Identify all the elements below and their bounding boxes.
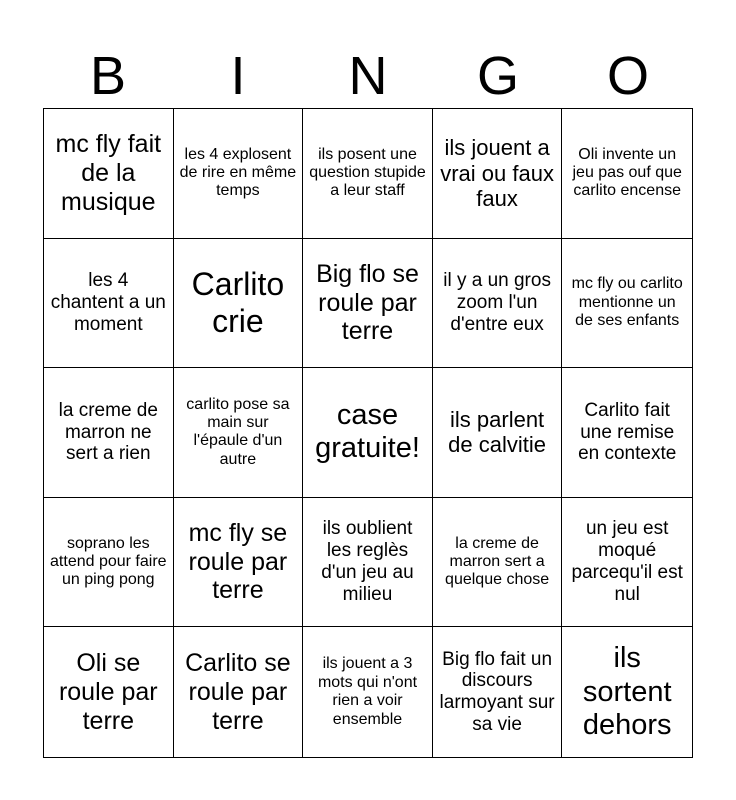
bingo-cell[interactable] [174,498,304,628]
bingo-cell[interactable] [44,109,174,239]
cell-text: Oli se roule par terre [58,649,158,735]
cell-text: Carlito se roule par terre [185,649,291,735]
bingo-cell[interactable] [174,109,304,239]
header-letter-b: B [89,46,127,106]
cell-text: ils jouent a 3 mots qui n'ont rien a voir ensemble [317,655,418,728]
header-letter-o: O [606,46,649,106]
cell-text: Oli invente un jeu pas ouf que carlito encense [572,145,682,200]
cell-text: les 4 chantent a un moment [50,270,166,335]
bingo-cell[interactable] [303,498,433,628]
bingo-cell[interactable] [433,627,563,757]
header-letter-g: G [476,46,519,106]
cell-text: Big flo fait un discours larmoyant sur sa vie [439,648,555,736]
cell-text: il y a un gros zoom l'un d'entre eux [443,270,551,335]
cell-text: ils oublient les reglès d'un jeu au milieu [321,518,414,605]
bingo-header [43,44,693,108]
cell-text: la creme de marron ne sert a rien [58,399,158,465]
cell-text: mc fly fait de la musique [55,130,162,216]
cell-text: ils parlent de calvitie [448,407,547,458]
bingo-cell[interactable] [303,109,433,239]
bingo-cell[interactable] [562,239,692,369]
bingo-cell[interactable] [44,627,174,757]
bingo-cell[interactable] [562,498,692,628]
cell-text: case gratuite! [315,399,420,465]
bingo-cell[interactable] [562,109,692,239]
cell-text: soprano les attend pour faire un ping pong [50,534,167,589]
bingo-cell[interactable] [303,627,433,757]
bingo-cell[interactable] [562,368,692,498]
cell-text: Carlito fait une remise en contexte [578,399,677,465]
cell-text: les 4 explosent de rire en même temps [179,145,297,200]
bingo-cell[interactable] [433,109,563,239]
cell-text: mc fly ou carlito mentionne un de ses enfants [571,275,683,330]
bingo-cell[interactable] [433,498,563,628]
bingo-cell[interactable] [174,627,304,757]
cell-text: carlito pose sa main sur l'épaule d'un autre [186,395,290,468]
bingo-cell[interactable] [303,239,433,369]
bingo-cell[interactable] [562,627,692,757]
cell-text: Carlito crie [191,266,285,339]
header-letter-n: N [348,46,388,106]
cell-text: ils jouent a vrai ou faux faux [440,135,554,211]
cell-text: ils sortent dehors [582,642,672,741]
cell-text: mc fly se roule par terre [188,518,288,605]
header-letter-i: I [230,46,246,106]
bingo-cell[interactable] [44,498,174,628]
cell-text: ils posent une question stupide a leur staff [309,145,426,200]
bingo-grid [43,108,693,758]
cell-text: Big flo se roule par terre [316,259,419,346]
bingo-cell[interactable] [44,239,174,369]
free-space-cell[interactable] [303,368,433,498]
bingo-cell[interactable] [174,368,304,498]
bingo-cell[interactable] [44,368,174,498]
cell-text: un jeu est moqué parcequ'il est nul [571,518,683,605]
bingo-cell[interactable] [433,368,563,498]
bingo-cell[interactable] [174,239,304,369]
cell-text: la creme de marron sert a quelque chose [445,534,550,589]
bingo-cell[interactable] [433,239,563,369]
